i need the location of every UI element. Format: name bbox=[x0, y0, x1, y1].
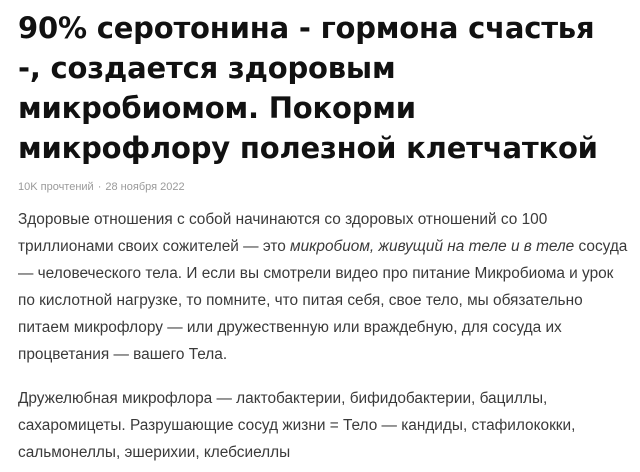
title-line-2: -, создается здоровым bbox=[18, 51, 396, 85]
title-line-4: микрофлору полезной клетчаткой bbox=[18, 131, 598, 165]
article-title bbox=[18, 8, 630, 168]
article-paragraph-2: Дружелюбная микрофлора — лактобактерии, бифидобактерии, бациллы, сахаромицеты. Разрушающие сосуд жизни = Тело — кандиды, стафилококки, сальмонеллы, эшерихии, клебсиеллы bbox=[18, 390, 576, 461]
views-count: 10K прочтений bbox=[18, 181, 94, 193]
meta-separator: · bbox=[97, 181, 102, 193]
publish-date: 28 ноября 2022 bbox=[105, 181, 185, 193]
title-line-1: 90% серотонина - гормона счастья bbox=[18, 11, 595, 45]
paragraph-1-text-start: Здоровые отношения с собой начинаются со здоровых отношений со 100 триллионами своих сожителей — это bbox=[18, 211, 548, 255]
article-paragraph-1 bbox=[18, 206, 630, 368]
title-line-3: микробиомом. Покорми bbox=[18, 91, 416, 125]
article bbox=[18, 8, 630, 466]
paragraph-1-italic-text: микробиом, живущий на теле и в теле bbox=[290, 238, 575, 255]
paragraph-1-text-end: сосуда — человеческого тела. И если вы смотрели видео про питание Микробиома и урок по кислотной нагрузке, то помните, что питая себя, свое тело, мы обязательно питаем микрофлору — или дружественную или враждебную, для сосуда их процветания — вашего Тела. bbox=[18, 238, 628, 363]
article-meta bbox=[18, 180, 630, 194]
